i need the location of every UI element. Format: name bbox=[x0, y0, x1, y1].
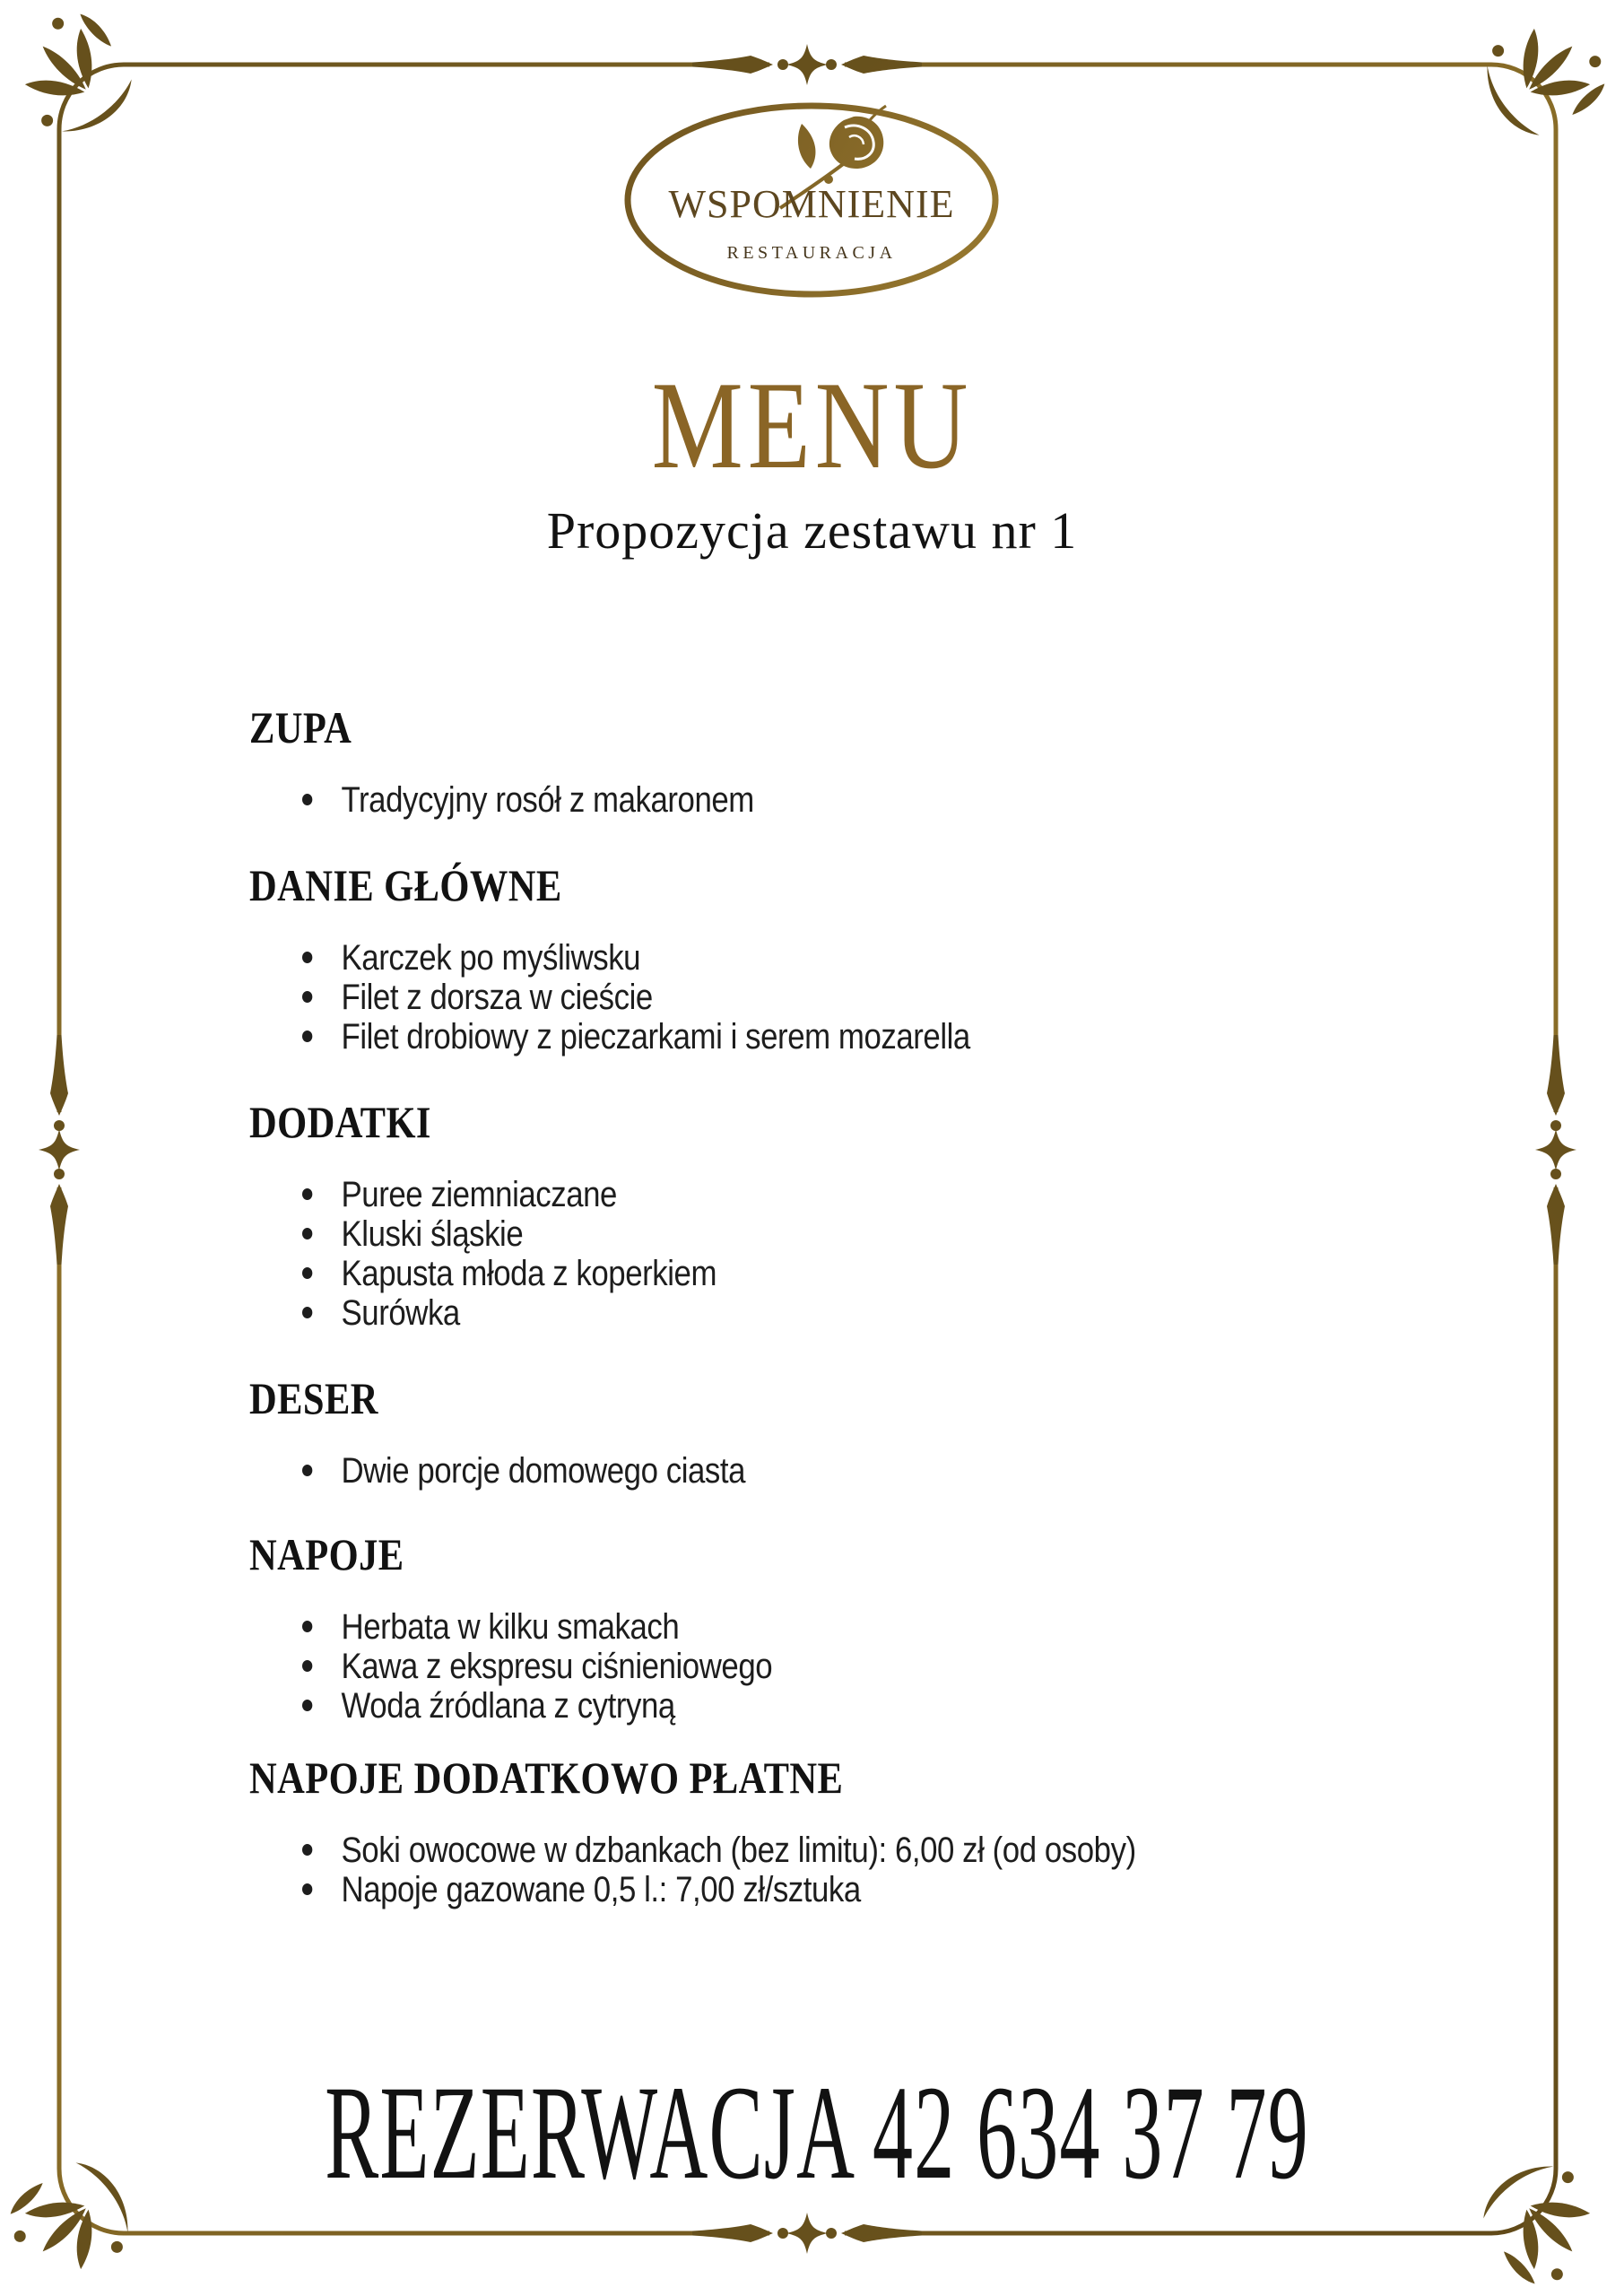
divider-diamond-icon bbox=[1535, 1035, 1576, 1265]
section-title: NAPOJE DODATKOWO PŁATNE bbox=[249, 1752, 844, 1803]
menu-item bbox=[302, 780, 1359, 820]
menu-item-label: Kawa z ekspresu ciśnieniowego bbox=[341, 1647, 773, 1686]
corner-flourish-icon bbox=[0, 2144, 151, 2296]
menu-item-label: Napoje gazowane 0,5 l.: 7,00 zł/sztuka bbox=[341, 1870, 861, 1909]
menu-item-label: Filet drobiowy z pieczarkami i serem mozarella bbox=[341, 1017, 970, 1057]
menu-item-label: Soki owocowe w dzbankach (bez limitu): 6,00 zł (od osoby) bbox=[341, 1831, 1136, 1870]
menu-item-label: Filet z dorsza w cieście bbox=[341, 978, 653, 1017]
menu-section-zupa bbox=[249, 702, 1516, 820]
reservation-line bbox=[325, 2058, 1309, 2207]
menu-section-napoje-platne bbox=[249, 1752, 1516, 1909]
menu-item-label: Karczek po myśliwsku bbox=[341, 938, 641, 978]
menu-item-label: Woda źródlana z cytryną bbox=[341, 1686, 675, 1726]
divider-diamond-icon bbox=[692, 2213, 922, 2254]
corner-flourish-icon bbox=[0, 0, 150, 154]
section-items bbox=[302, 780, 1516, 820]
restaurant-logo bbox=[617, 99, 1006, 301]
section-items bbox=[302, 1451, 1516, 1491]
menu-item-label: Herbata w kilku smakach bbox=[341, 1607, 680, 1647]
menu-item-label: Puree ziemniaczane bbox=[341, 1175, 617, 1214]
menu-item-label: Tradycyjny rosół z makaronem bbox=[341, 780, 754, 820]
logo-subtitle: RESTAURACJA bbox=[726, 243, 897, 263]
menu-item-label: Kluski śląskie bbox=[341, 1214, 524, 1254]
menu-item-label: Surówka bbox=[341, 1293, 460, 1333]
menu-item bbox=[302, 978, 1359, 1017]
section-title: DODATKI bbox=[249, 1097, 431, 1147]
menu-section-dodatki bbox=[249, 1097, 1516, 1333]
section-title: DESER bbox=[249, 1373, 378, 1423]
menu-item-label: Kapusta młoda z koperkiem bbox=[341, 1254, 717, 1293]
menu-item bbox=[302, 1017, 1359, 1057]
page-subtitle: Propozycja zestawu nr 1 bbox=[546, 501, 1078, 560]
menu-item bbox=[302, 938, 1359, 978]
corner-flourish-icon bbox=[1464, 0, 1619, 153]
menu-item bbox=[302, 1293, 1359, 1333]
section-items bbox=[302, 938, 1516, 1057]
menu-item bbox=[302, 1831, 1359, 1870]
corner-flourish-icon bbox=[1465, 2144, 1620, 2296]
section-title: ZUPA bbox=[249, 702, 352, 752]
reservation-label: REZERWACJA bbox=[325, 2058, 852, 2207]
menu-item bbox=[302, 1607, 1359, 1647]
section-items bbox=[302, 1607, 1516, 1726]
section-title: DANIE GŁÓWNE bbox=[249, 860, 562, 910]
menu-section-napoje bbox=[249, 1529, 1516, 1726]
section-title: NAPOJE bbox=[249, 1529, 404, 1579]
menu-item bbox=[302, 1254, 1359, 1293]
section-items bbox=[302, 1831, 1516, 1909]
reservation-phone: 42 634 37 79 bbox=[872, 2058, 1309, 2207]
menu-section-danie-glowne bbox=[249, 860, 1516, 1057]
divider-diamond-icon bbox=[39, 1035, 80, 1265]
page-title: MENU bbox=[651, 356, 973, 495]
menu-item bbox=[302, 1647, 1359, 1686]
section-items bbox=[302, 1175, 1516, 1333]
menu-item bbox=[302, 1175, 1359, 1214]
menu-item bbox=[302, 1214, 1359, 1254]
divider-diamond-icon bbox=[692, 44, 922, 85]
menu-section-deser bbox=[249, 1373, 1516, 1491]
menu-item bbox=[302, 1451, 1359, 1491]
logo-wordmark: WSPOMNIENIE bbox=[668, 182, 955, 226]
menu-item bbox=[302, 1870, 1359, 1909]
menu-item bbox=[302, 1686, 1359, 1726]
menu-item-label: Dwie porcje domowego ciasta bbox=[341, 1451, 746, 1491]
